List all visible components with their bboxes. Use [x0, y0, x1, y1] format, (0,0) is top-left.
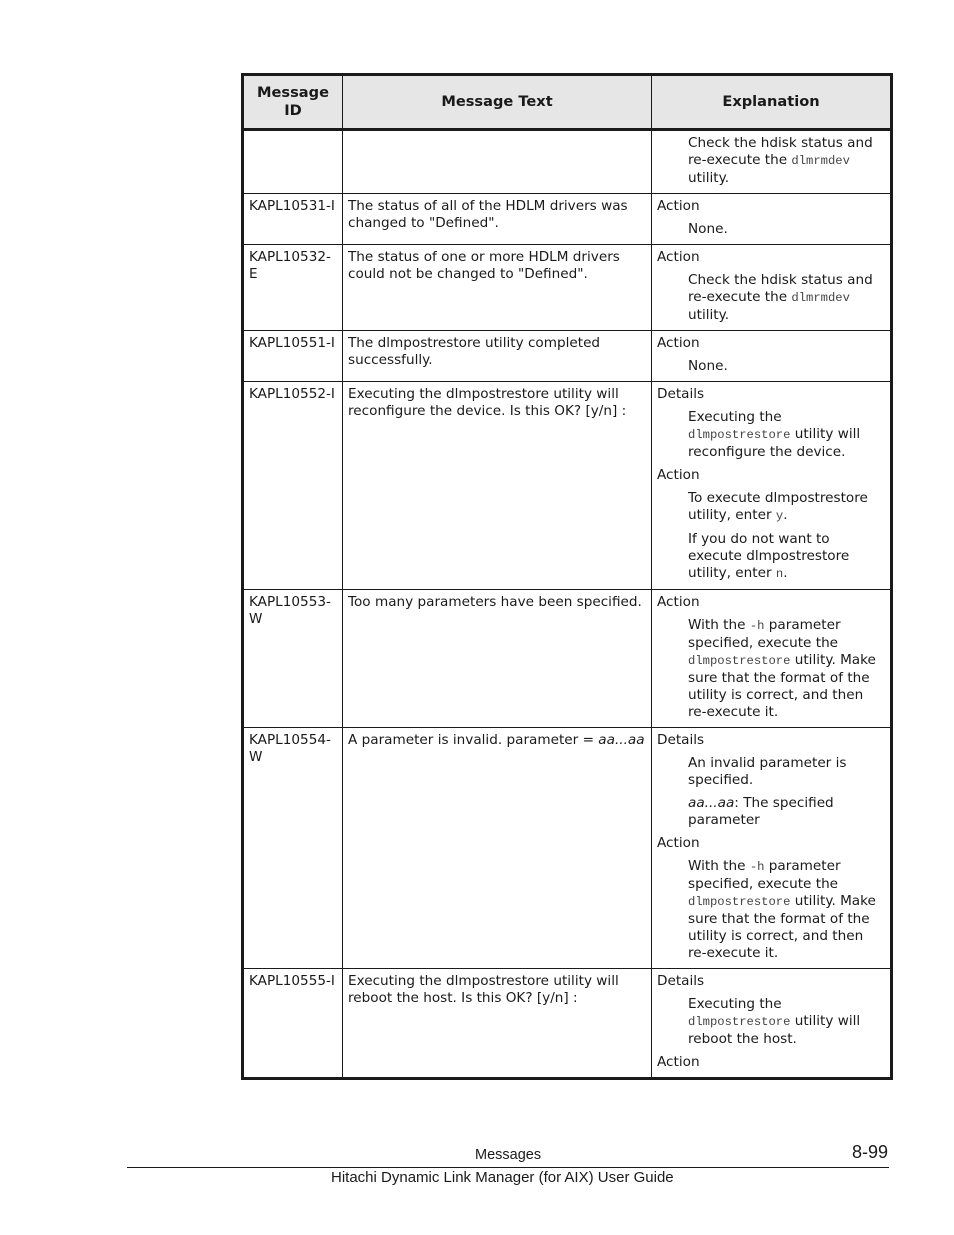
table-header-row — [243, 75, 892, 130]
variable-text: aa...aa — [598, 732, 645, 748]
message-id-cell: KAPL10555-I — [243, 969, 343, 1079]
table-row — [243, 728, 892, 969]
action-heading: Action — [657, 835, 700, 851]
action-heading: Action — [657, 467, 700, 483]
code-text: dlmpostrestore — [688, 895, 791, 909]
details-body: An invalid parameter is specified. — [688, 755, 847, 788]
code-text: -h — [749, 619, 765, 633]
action-body: None. — [688, 221, 728, 237]
action-body: If you do not want to execute dlmpostrestore utility, enter n. — [688, 531, 850, 581]
action-body: With the -h parameter specified, execute the dlmpostrestore utility. Make sure that the format of the utility is correct, and then re-execute it. — [688, 858, 876, 961]
explanation-body: Check the hdisk status and re-execute the dlmrmdev utility. — [688, 135, 873, 186]
action-heading: Action — [657, 1054, 700, 1070]
details-body: Executing the dlmpostrestore utility will reconfigure the device. — [688, 409, 861, 460]
details-heading: Details — [657, 973, 705, 989]
table-row — [243, 331, 892, 382]
message-id-cell — [243, 130, 343, 194]
explanation-cell — [652, 382, 892, 590]
message-id-cell: KAPL10531-I — [243, 194, 343, 245]
action-body: None. — [688, 358, 728, 374]
details-body: aa...aa: The specified parameter — [688, 795, 834, 828]
details-body: Executing the dlmpostrestore utility will reboot the host. — [688, 996, 861, 1047]
code-text: dlmrmdev — [791, 291, 850, 305]
header-explanation: Explanation — [652, 75, 892, 130]
action-body: To execute dlmpostrestore utility, enter y. — [688, 490, 868, 523]
message-text-cell: A parameter is invalid. parameter = aa...aa — [343, 728, 652, 969]
details-heading: Details — [657, 732, 705, 748]
message-text-cell: The status of one or more HDLM drivers could not be changed to "Defined". — [343, 245, 652, 331]
code-text: n — [775, 567, 784, 581]
message-id-cell: KAPL10552-I — [243, 382, 343, 590]
table-row — [243, 194, 892, 245]
explanation-cell — [652, 969, 892, 1079]
details-heading: Details — [657, 386, 705, 402]
table-row — [243, 245, 892, 331]
footer-divider — [127, 1167, 889, 1168]
code-text: dlmpostrestore — [688, 1015, 791, 1029]
message-text-cell: Executing the dlmpostrestore utility will reconfigure the device. Is this OK? [y/n] : — [343, 382, 652, 590]
code-text: y — [775, 509, 784, 523]
message-text-cell: Too many parameters have been specified. — [343, 590, 652, 728]
explanation-cell — [652, 331, 892, 382]
message-id-cell: KAPL10553-W — [243, 590, 343, 728]
explanation-cell — [652, 728, 892, 969]
page-number: 8-99 — [851, 1142, 888, 1162]
header-message-id: Message ID — [243, 75, 343, 130]
message-table — [241, 73, 893, 1080]
code-text: -h — [749, 860, 765, 874]
explanation-cell — [652, 245, 892, 331]
action-heading: Action — [657, 249, 700, 265]
message-text-cell: The status of all of the HDLM drivers was changed to "Defined". — [343, 194, 652, 245]
message-text-cell: Executing the dlmpostrestore utility will reboot the host. Is this OK? [y/n] : — [343, 969, 652, 1079]
message-text-cell — [343, 130, 652, 194]
footer-section-name: Messages — [475, 1147, 542, 1163]
variable-text: aa...aa — [688, 795, 735, 811]
explanation-cell — [652, 194, 892, 245]
header-message-text: Message Text — [343, 75, 652, 130]
action-heading: Action — [657, 198, 700, 214]
table-row — [243, 130, 892, 194]
action-heading: Action — [657, 594, 700, 610]
message-id-cell: KAPL10554-W — [243, 728, 343, 969]
table-row — [243, 382, 892, 590]
action-body: With the -h parameter specified, execute the dlmpostrestore utility. Make sure that the format of the utility is correct, and then re-execute it. — [688, 617, 876, 720]
code-text: dlmpostrestore — [688, 654, 791, 668]
explanation-cell — [652, 130, 892, 194]
footer-guide-title: Hitachi Dynamic Link Manager (for AIX) User Guide — [331, 1169, 674, 1186]
table-row — [243, 969, 892, 1079]
code-text: dlmpostrestore — [688, 428, 791, 442]
message-id-cell: KAPL10532-E — [243, 245, 343, 331]
message-text-cell: The dlmpostrestore utility completed successfully. — [343, 331, 652, 382]
code-text: dlmrmdev — [791, 154, 850, 168]
table-row — [243, 590, 892, 728]
action-heading: Action — [657, 335, 700, 351]
message-id-cell: KAPL10551-I — [243, 331, 343, 382]
explanation-cell — [652, 590, 892, 728]
action-body: Check the hdisk status and re-execute the dlmrmdev utility. — [688, 272, 873, 323]
